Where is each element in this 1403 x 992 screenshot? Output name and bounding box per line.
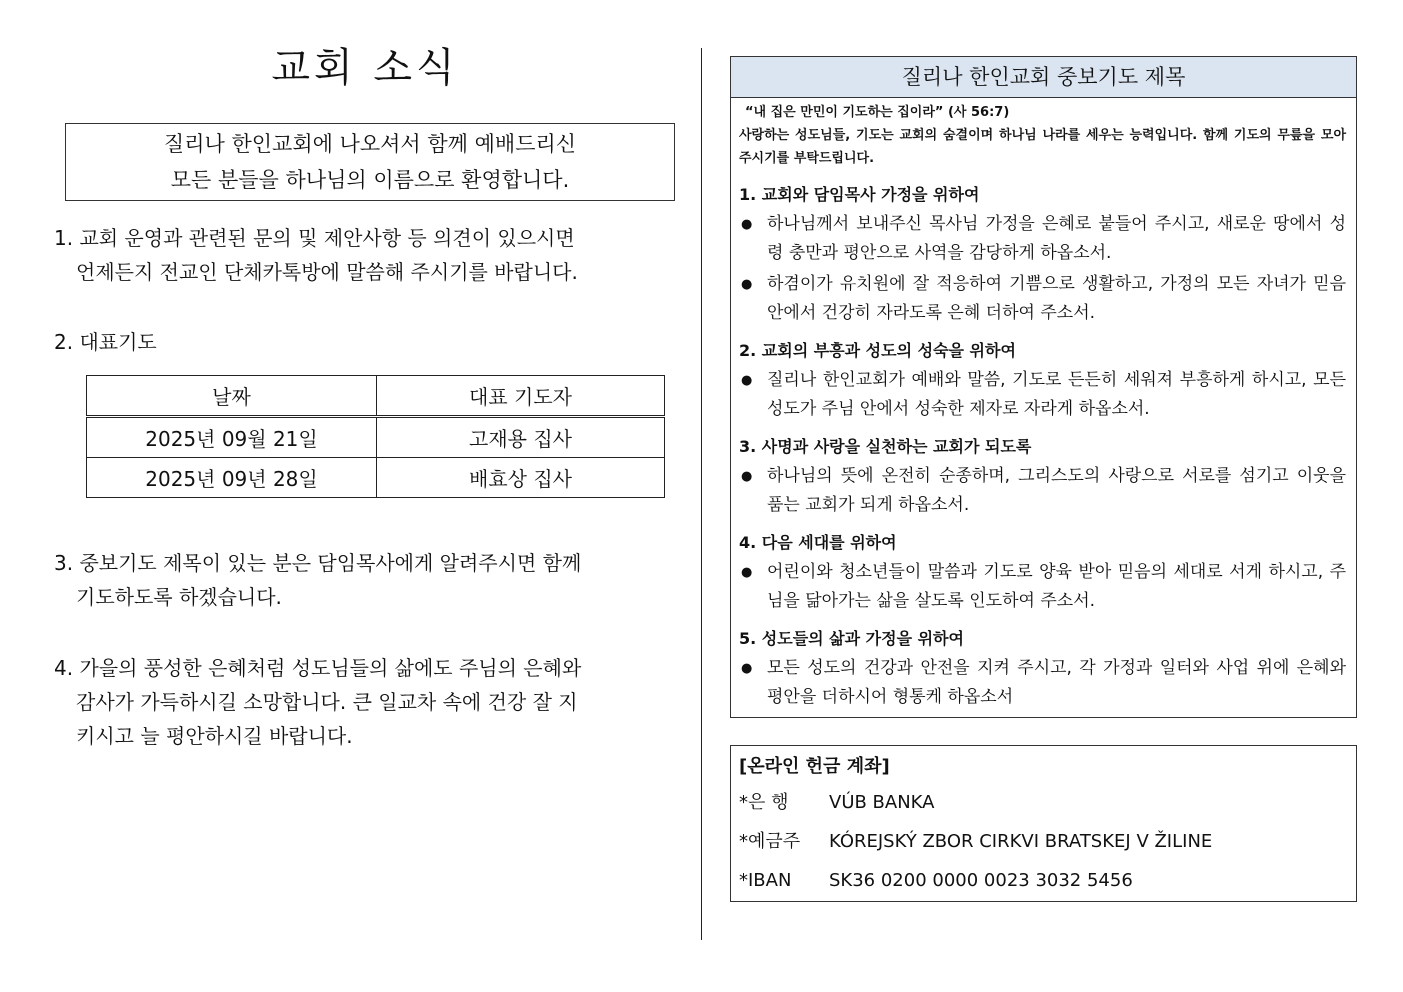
bullet-dot-icon: ● <box>741 469 753 484</box>
prayer-section-title: 2. 교회의 부흥과 성도의 성숙을 위하여 <box>739 341 1016 360</box>
news-item-4 <box>54 651 686 753</box>
table-row <box>87 458 665 498</box>
welcome-line-1: 질리나 한인교회에 나오셔서 함께 예배드리신 <box>163 132 577 156</box>
prayer-section-title: 4. 다음 세대를 위하여 <box>739 533 897 552</box>
account-label: *IBAN <box>739 870 792 891</box>
intercessory-prayer-box <box>730 56 1357 718</box>
account-label: *은 행 <box>739 792 789 813</box>
prayer-bullet-text: 하나님께서 보내주신 목사님 가정을 은혜로 붙들어 주시고, 새로운 땅에서 성령 충만과 평안으로 사역을 감당하게 하옵소서. <box>767 214 1346 263</box>
table-cell-date: 2025년 09월 21일 <box>87 417 377 458</box>
prayer-box-title: 질리나 한인교회 중보기도 제목 <box>731 57 1356 98</box>
news-item-3-line-2: 기도하도록 하겠습니다. <box>76 585 282 609</box>
table-row <box>87 417 665 458</box>
prayer-bullet <box>739 558 1346 616</box>
prayer-box-content <box>731 98 1356 712</box>
bullet-dot-icon: ● <box>741 373 753 388</box>
church-news-column <box>50 0 690 992</box>
account-row-iban <box>739 868 1348 894</box>
prayer-bullet <box>739 654 1346 712</box>
news-item-4-line-2: 감사가 가득하시길 소망합니다. 큰 일교차 속에 건강 잘 지 <box>76 690 578 714</box>
prayer-bullet-text: 질리나 한인교회가 예배와 말씀, 기도로 든든히 세워져 부흥하게 하시고, 모든 성도가 주님 안에서 성숙한 제자로 자라게 하옵소서. <box>767 370 1346 419</box>
prayer-bullet <box>739 366 1346 424</box>
table-header-date: 날짜 <box>87 376 377 417</box>
prayer-section <box>739 626 1346 712</box>
prayer-section <box>739 530 1346 616</box>
news-item-3 <box>54 546 686 614</box>
scripture-verse: “내 집은 만민이 기도하는 집이라” (사 56:7) <box>745 105 1010 120</box>
column-divider <box>701 48 702 940</box>
prayer-intro: 사랑하는 성도님들, 기도는 교회의 숨결이며 하나님 나라를 세우는 능력입니다. 함께 기도의 무릎을 모아 주시기를 부탁드립니다. <box>739 128 1346 166</box>
table-cell-leader: 배효상 집사 <box>377 458 665 498</box>
account-row-bank <box>739 790 1348 816</box>
bullet-dot-icon: ● <box>741 661 753 676</box>
prayer-bullet <box>739 210 1346 268</box>
prayer-section-title: 3. 사명과 사랑을 실천하는 교회가 되도록 <box>739 437 1032 456</box>
prayer-leader-table <box>86 375 665 498</box>
prayer-bullet-text: 모든 성도의 건강과 안전을 지켜 주시고, 각 가정과 일터와 사업 위에 은혜와 평안을 더하시어 형통케 하옵소서 <box>767 658 1346 707</box>
prayer-section <box>739 434 1346 520</box>
news-item-4-line-1: 4. 가을의 풍성한 은혜처럼 성도님들의 삶에도 주님의 은혜와 <box>54 656 582 680</box>
news-item-1 <box>54 221 686 289</box>
news-item-1-line-2: 언제든지 전교인 단체카톡방에 말씀해 주시기를 바랍니다. <box>76 260 578 284</box>
table-cell-date: 2025년 09년 28일 <box>87 458 377 498</box>
prayer-section <box>739 182 1346 328</box>
prayer-bullet <box>739 270 1346 328</box>
account-row-holder <box>739 829 1348 855</box>
welcome-box <box>65 123 675 201</box>
prayer-section <box>739 338 1346 424</box>
bullet-dot-icon: ● <box>741 565 753 580</box>
news-item-2-title: 2. 대표기도 <box>54 330 157 354</box>
prayer-bullet-text: 어린이와 청소년들이 말씀과 기도로 양육 받아 믿음의 세대로 서게 하시고, 주님을 닮아가는 삶을 살도록 인도하여 주소서. <box>767 562 1346 611</box>
table-cell-leader: 고재용 집사 <box>377 417 665 458</box>
bullet-dot-icon: ● <box>741 277 753 292</box>
news-item-4-line-3: 키시고 늘 평안하시길 바랍니다. <box>76 724 353 748</box>
account-value: SK36 0200 0000 0023 3032 5456 <box>829 870 1133 891</box>
news-item-3-line-1: 3. 중보기도 제목이 있는 분은 담임목사에게 알려주시면 함께 <box>54 551 582 575</box>
online-offering-account-box <box>730 745 1357 902</box>
account-value: KÓREJSKÝ ZBOR CIRKVI BRATSKEJ V ŽILINE <box>829 831 1213 852</box>
prayer-bullet-text: 하겸이가 유치원에 잘 적응하여 기쁨으로 생활하고, 가정의 모든 자녀가 믿음 안에서 건강히 자라도록 은혜 더하여 주소서. <box>767 274 1346 323</box>
page-title: 교회 소식 <box>271 45 459 91</box>
account-title: [온라인 헌금 계좌] <box>739 756 890 777</box>
prayer-section-title: 1. 교회와 담임목사 가정을 위하여 <box>739 185 980 204</box>
prayer-bullet-text: 하나님의 뜻에 온전히 순종하며, 그리스도의 사랑으로 서로를 섬기고 이웃을 품는 교회가 되게 하옵소서. <box>767 466 1346 515</box>
prayer-section-title: 5. 성도들의 삶과 가정을 위하여 <box>739 629 964 648</box>
welcome-line-2: 모든 분들을 하나님의 이름으로 환영합니다. <box>170 168 570 192</box>
account-label: *예금주 <box>739 831 801 852</box>
account-value: VÚB BANKA <box>829 792 935 813</box>
table-header-row <box>87 376 665 417</box>
news-item-1-line-1: 1. 교회 운영과 관련된 문의 및 제안사항 등 의견이 있으시면 <box>54 226 575 250</box>
prayer-bullet <box>739 462 1346 520</box>
table-header-leader: 대표 기도자 <box>377 376 665 417</box>
bullet-dot-icon: ● <box>741 217 753 232</box>
